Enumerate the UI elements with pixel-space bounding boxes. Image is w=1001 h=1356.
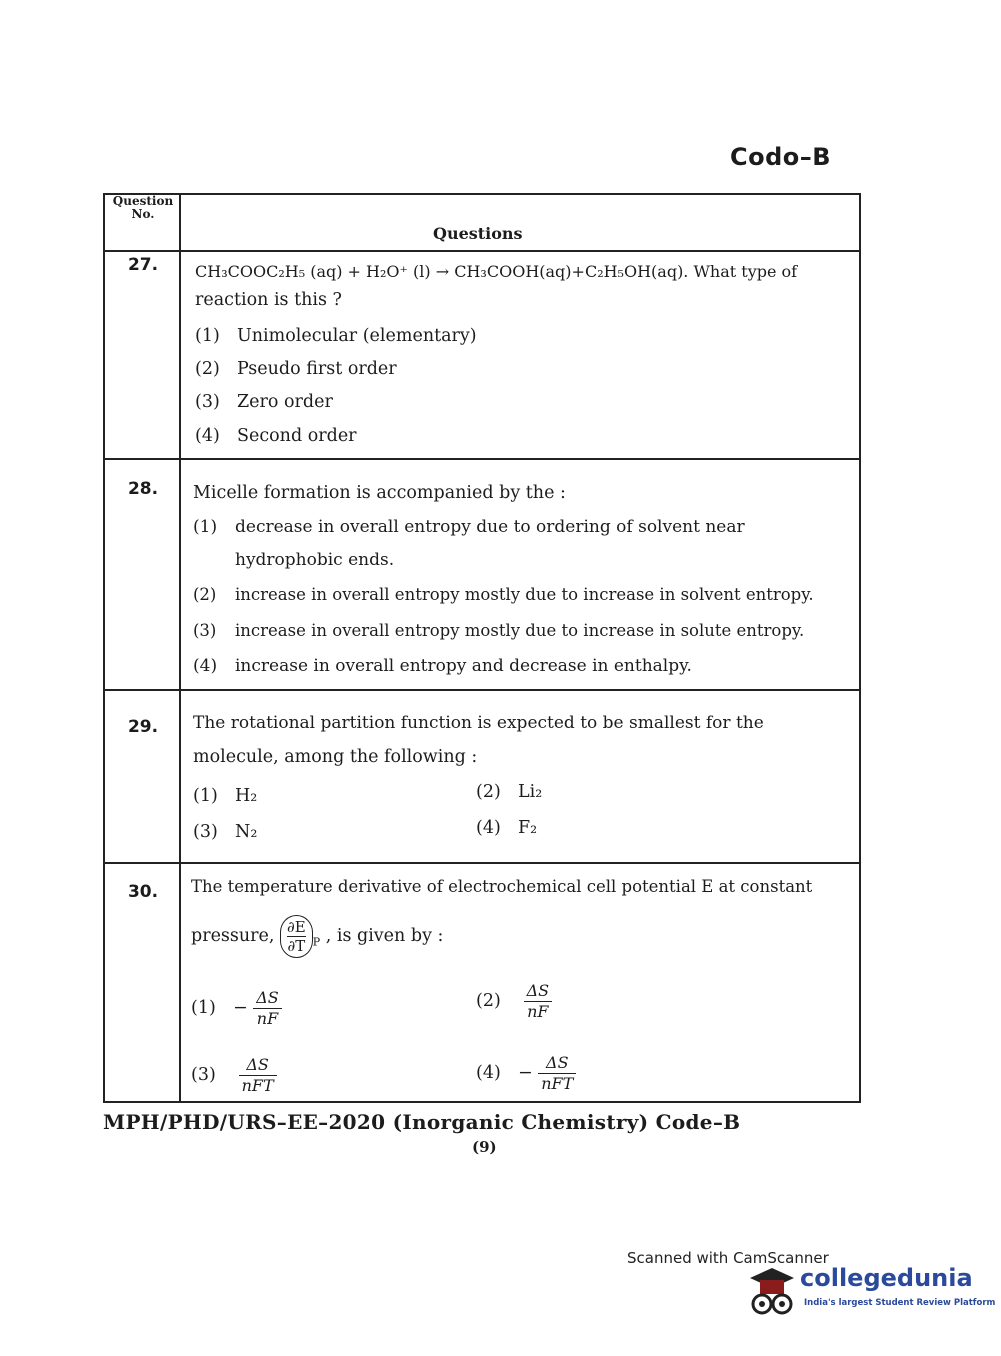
q30-option-3-fraction: $\frac{\Delta S}{\text{nFT}}$ (239, 1055, 277, 1096)
q30-option-4-fraction: $\frac{\Delta S}{\text{nFT}}$ (538, 1053, 576, 1094)
brand-tagline: India's largest Student Review Platform (804, 1298, 996, 1308)
question-table (103, 193, 861, 1103)
q27-option-2: (2) Pseudo first order (195, 359, 397, 379)
q30-option-2: (2) $\frac{\Delta S}{nF}$ (476, 981, 552, 1022)
q29-option-1: (1) H₂ (193, 786, 258, 806)
column-header-questions: Questions (433, 224, 523, 243)
question-number-27: 27. (127, 255, 159, 275)
q30-text-line1: The temperature derivative of electrochemical cell potential E at constant (191, 877, 813, 896)
q30-option-2-fraction: $\frac{\Delta S}{nF}$ (524, 981, 553, 1022)
q29-text-line2: molecule, among the following : (193, 747, 478, 767)
question-number-30: 30. (127, 882, 159, 902)
q28-option-1-cont: hydrophobic ends. (235, 550, 395, 570)
q28-option-2: (2) increase in overall entropy mostly due to increase in solvent entropy. (193, 585, 814, 604)
q30-option-1-fraction: $\frac{\Delta S}{nF}$ (253, 988, 282, 1029)
q27-option-3: (3) Zero order (195, 392, 333, 412)
q30-option-4: (4) − $\frac{\Delta S}{\text{nFT}}$ (476, 1053, 576, 1094)
q30-derivative: $\frac{\partial E}{\partial T}$ (280, 915, 313, 958)
q29-option-3: (3) N₂ (193, 822, 258, 842)
question-number-28: 28. (127, 479, 159, 499)
page-number: (9) (472, 1138, 497, 1156)
q28-text-line1: Micelle formation is accompanied by the : (193, 483, 566, 503)
brand-logo: collegedunia (800, 1264, 973, 1292)
footer-exam-title: MPH/PHD/URS–EE–2020 (Inorganic Chemistry) Code–B (103, 1110, 741, 1134)
column-header-question-no: Question No. (112, 194, 174, 221)
scanned-with-label: Scanned with CamScanner (627, 1249, 829, 1267)
graduate-mascot-icon (746, 1264, 798, 1320)
q27-text-line2: reaction is this ? (195, 290, 342, 310)
q27-text-line1: CH₃COOC₂H₅ (aq) + H₂O⁺ (l) → CH₃COOH(aq)+C₂H₅OH(aq). What type of (195, 262, 798, 281)
q28-option-1: (1) decrease in overall entropy due to ordering of solvent near (193, 517, 745, 537)
q27-option-1: (1) Unimolecular (elementary) (195, 326, 477, 346)
q30-text-line2: pressure, $\frac{\partial E}{\partial T}_P$ , is given by : (191, 915, 443, 958)
q29-text-line1: The rotational partition function is expected to be smallest for the (193, 713, 764, 733)
q30-option-1: (1) − $\frac{\Delta S}{nF}$ (191, 988, 282, 1029)
q29-option-4: (4) F₂ (476, 818, 538, 838)
question-number-29: 29. (127, 717, 159, 737)
q27-option-4: (4) Second order (195, 426, 357, 446)
q29-option-2: (2) Li₂ (476, 782, 543, 802)
q28-option-3: (3) increase in overall entropy mostly due to increase in solute entropy. (193, 621, 805, 640)
q28-option-4: (4) increase in overall entropy and decrease in enthalpy. (193, 656, 692, 676)
q30-option-3: (3) $\frac{\Delta S}{\text{nFT}}$ (191, 1055, 277, 1096)
code-label: Codo–B (730, 143, 832, 171)
